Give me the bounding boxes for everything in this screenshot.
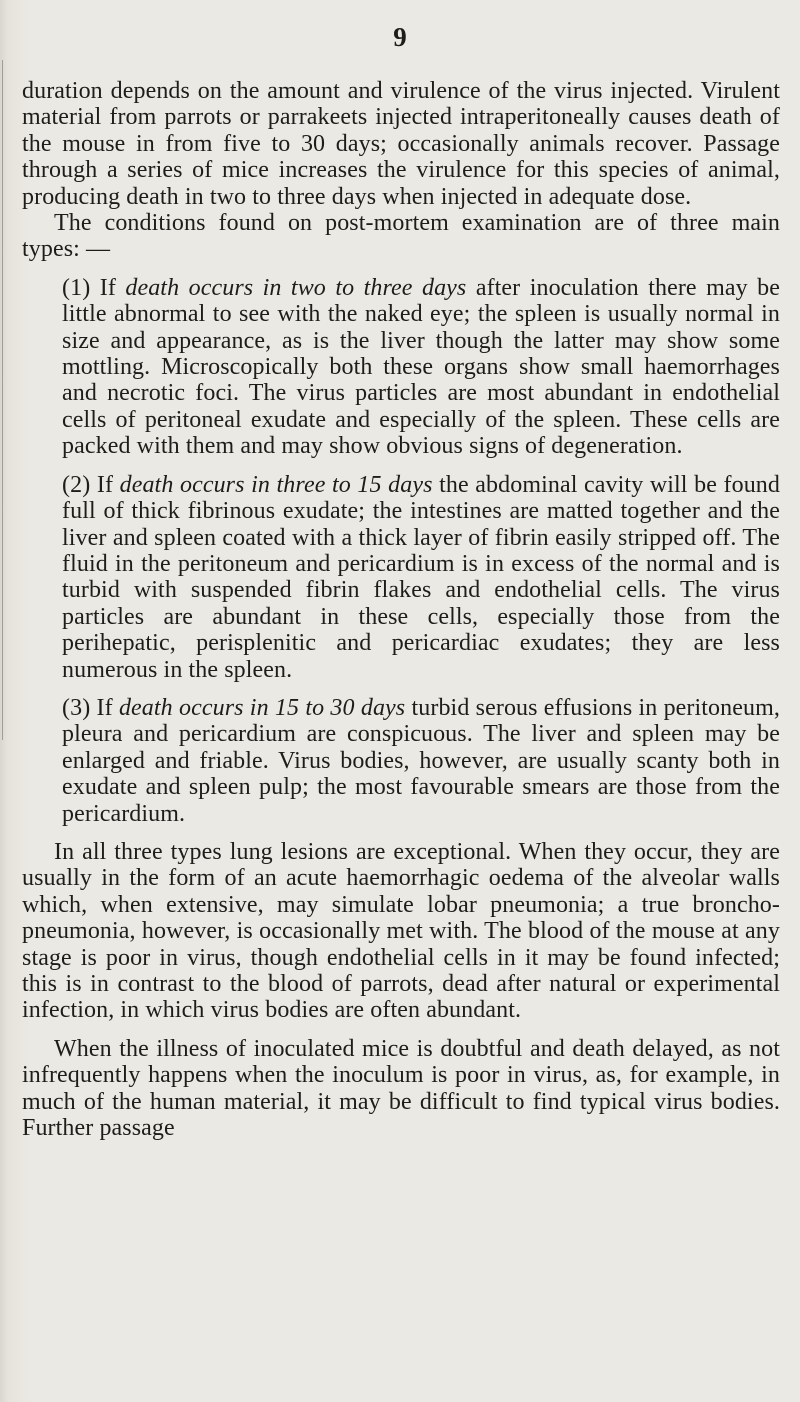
item-text: after inoculation there may be little abnormal to see with the naked eye; the spleen is usually normal in size and appearance, as is the liver though the latter may show some mottling. Microscopically both these organs show small haemorrhages and necrotic foci. The virus particles are most abundant in endothelial cells of peritoneal exudate and especially of the spleen. These cells are packed with them and may show obvious signs of degeneration.: [62, 274, 781, 460]
list-item-type-2: [62, 472, 780, 683]
page-number: 9: [393, 22, 407, 52]
binding-edge: [2, 60, 3, 740]
item-text: the abdominal cavity will be found full of thick fibrinous exudate; the intestines are matted together and the liver and spleen coated with a thick layer of fibrin easily stripped off. The fluid in the peritoneum and pericardium is in excess of the normal and is turbid with suspended fibrin flakes and endothelial cells. The virus particles are abundant in these cells, especially those from the perihepatic, perisplenitic and pericardiac exudates; they are less numerous in the spleen.: [62, 471, 781, 683]
paragraph-virulence: duration depends on the amount and virulence of the virus injected. Virulent material from parrots or parrakeets injected intraperitoneally causes death of the mouse in from five to 30 days; occasionally animals recover. Passage through a series of mice increases the virulence for this species of animal, producing death in two to three days when injected in adequate dose.: [22, 78, 780, 210]
list-item-type-3: [62, 695, 780, 827]
item-marker: (2): [62, 471, 91, 498]
item-marker: (3): [62, 694, 91, 721]
item-if: If: [96, 694, 113, 721]
item-marker: (1): [62, 274, 91, 301]
paragraph-lung-lesions: In all three types lung lesions are exceptional. When they occur, they are usually in the form of an acute haemorrhagic oedema of the alveolar walls which, when extensive, may simulate lobar pneumonia; a true broncho-pneumonia, however, is occasionally met with. The blood of the mouse at any stage is poor in virus, though endothelial cells in it may be found infected; this is in contrast to the blood of parrots, dead after natural or experimental infection, in which virus bodies are often abundant.: [22, 838, 780, 1024]
item-condition: death occurs in two to three days: [125, 274, 467, 301]
item-if: If: [96, 471, 114, 498]
body-text: [22, 78, 780, 1141]
item-if: If: [99, 274, 116, 301]
item-condition: death occurs in three to 15 days: [119, 471, 433, 498]
item-text: turbid serous effusions in peritoneum, pleura and pericardium are conspicuous. The liver and spleen may be enlarged and friable. Virus bodies, however, are usually scanty both in exudate and spleen pulp; the most favourable smears are those from the pericardium.: [62, 694, 780, 827]
item-condition: death occurs in 15 to 30 days: [118, 694, 406, 721]
paragraph-doubtful-illness: When the illness of inoculated mice is doubtful and death delayed, as not infrequently happens when the inoculum is poor in virus, as, for example, in much of the human material, it may be difficult to find typical virus bodies. Further passage: [22, 1035, 780, 1142]
paragraph-post-mortem-intro: The conditions found on post-mortem examination are of three main types: —: [22, 210, 780, 263]
list-item-type-1: [62, 275, 780, 460]
